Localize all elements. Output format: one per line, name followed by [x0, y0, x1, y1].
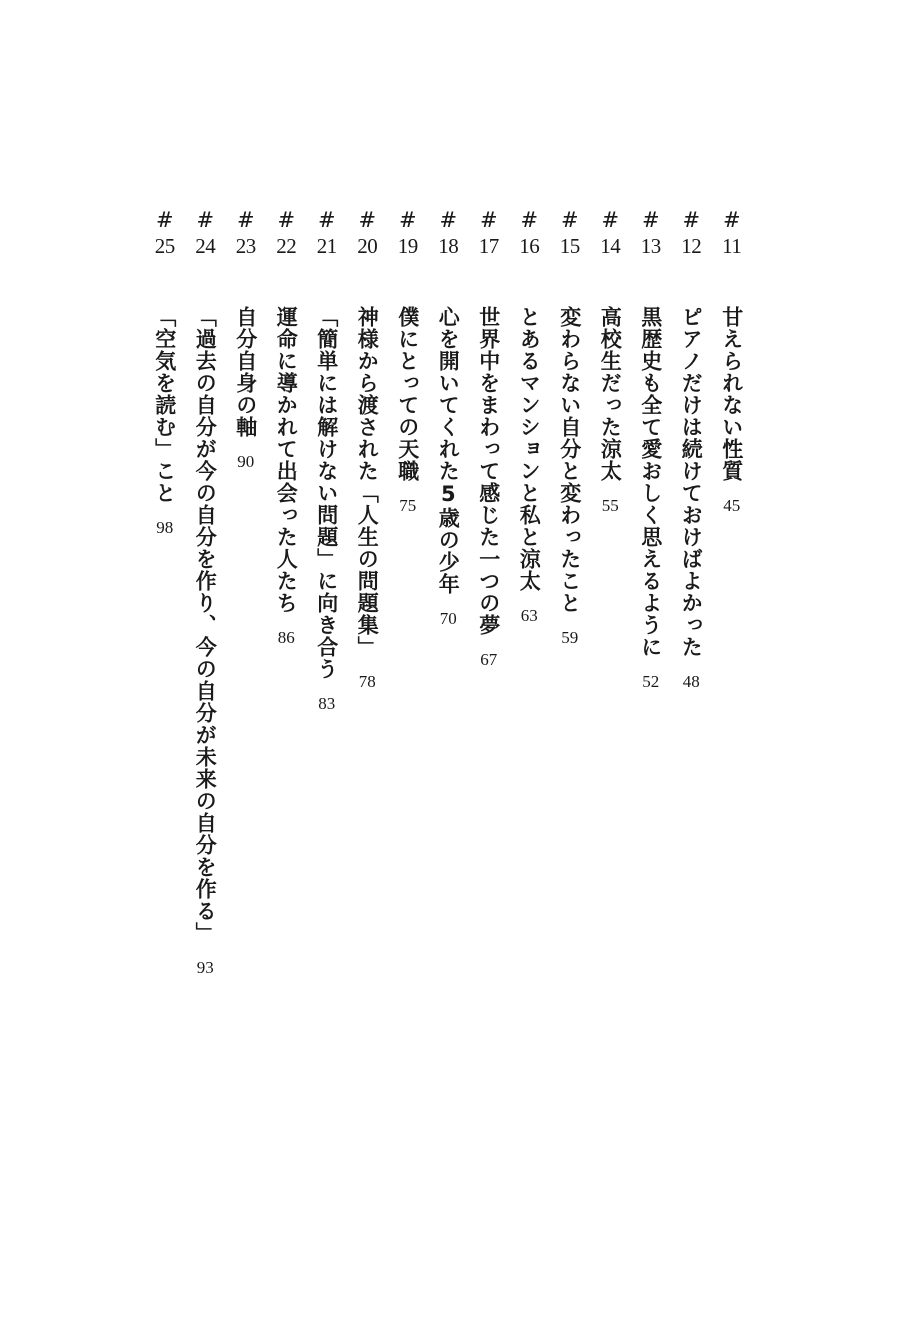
- entry-title: とあるマンションと私と涼太: [517, 306, 542, 592]
- entry-page-number: 67: [480, 650, 498, 669]
- toc-entry: [307, 208, 348, 978]
- entry-title: ピアノだけは続けておけばよかった: [679, 306, 704, 658]
- toc-entry: [185, 208, 226, 978]
- entry-title: 「簡単には解けない問題」に向き合う: [314, 306, 339, 680]
- entry-number: 20: [357, 234, 378, 258]
- entry-number: 25: [154, 234, 175, 258]
- table-of-contents: [145, 208, 753, 978]
- entry-page-number: 78: [358, 672, 376, 691]
- toc-entry: [631, 208, 672, 978]
- entry-title: 変わらない自分と変わったこと: [557, 306, 582, 614]
- entry-title: 黒歴史も全て愛おしく思えるように: [638, 306, 663, 658]
- entry-hash-mark: #: [196, 208, 215, 232]
- entry-hash-mark: #: [398, 208, 417, 232]
- entry-title: 運命に導かれて出会った人たち: [274, 306, 299, 614]
- entry-page-number: 86: [277, 628, 295, 647]
- toc-entry: [509, 208, 550, 978]
- entry-page-number: 98: [156, 518, 174, 537]
- toc-entry: [145, 208, 186, 978]
- entry-number: 17: [478, 234, 499, 258]
- entry-page-number: 75: [399, 496, 417, 515]
- entry-page-number: 93: [196, 958, 214, 977]
- toc-entry: [590, 208, 631, 978]
- entry-page-number: 52: [642, 672, 660, 691]
- entry-title: 高校生だった涼太: [598, 306, 623, 482]
- entry-title: 僕にとっての天職: [395, 306, 420, 482]
- entry-page-number: 55: [601, 496, 619, 515]
- entry-hash-mark: #: [520, 208, 539, 232]
- entry-hash-mark: #: [236, 208, 255, 232]
- entry-number: 11: [722, 234, 742, 258]
- entry-page-number: 63: [520, 606, 538, 625]
- toc-entry: [428, 208, 469, 978]
- entry-page-number: 83: [318, 694, 336, 713]
- entry-number: 18: [438, 234, 459, 258]
- entry-number: 21: [316, 234, 337, 258]
- entry-hash-mark: #: [358, 208, 377, 232]
- entry-hash-mark: #: [601, 208, 620, 232]
- entry-title: 世界中をまわって感じた一つの夢: [476, 306, 501, 636]
- toc-entry: [347, 208, 388, 978]
- entry-number: 15: [559, 234, 580, 258]
- entry-page-number: 48: [682, 672, 700, 691]
- entry-number: 14: [600, 234, 621, 258]
- entry-hash-mark: #: [479, 208, 498, 232]
- toc-entry: [712, 208, 753, 978]
- entry-number: 12: [681, 234, 702, 258]
- entry-page-number: 45: [723, 496, 741, 515]
- entry-hash-mark: #: [641, 208, 660, 232]
- toc-entry: [469, 208, 510, 978]
- toc-entry: [266, 208, 307, 978]
- entry-title: 神様から渡された「人生の問題集」: [355, 306, 380, 658]
- entry-number: 23: [235, 234, 256, 258]
- entry-number: 22: [276, 234, 297, 258]
- entry-hash-mark: #: [277, 208, 296, 232]
- entry-number: 16: [519, 234, 540, 258]
- entry-title: 自分自身の軸: [233, 306, 258, 438]
- entry-hash-mark: #: [682, 208, 701, 232]
- entry-page-number: 59: [561, 628, 579, 647]
- toc-entry: [388, 208, 429, 978]
- toc-entry: [550, 208, 591, 978]
- entry-hash-mark: #: [155, 208, 174, 232]
- entry-title: 甘えられない性質: [719, 306, 744, 482]
- toc-entry: [226, 208, 267, 978]
- entry-title: 「過去の自分が今の自分を作り、今の自分が未来の自分を作る」: [193, 306, 218, 944]
- entry-hash-mark: #: [317, 208, 336, 232]
- entry-hash-mark: #: [722, 208, 741, 232]
- toc-entry: [671, 208, 712, 978]
- entry-hash-mark: #: [560, 208, 579, 232]
- entry-number: 13: [640, 234, 661, 258]
- entry-number: 19: [397, 234, 418, 258]
- entry-number: 24: [195, 234, 216, 258]
- entry-title: 「空気を読む」こと: [152, 306, 177, 504]
- entry-page-number: 70: [439, 609, 457, 628]
- entry-hash-mark: #: [439, 208, 458, 232]
- entry-page-number: 90: [237, 452, 255, 471]
- entry-title: 心を開いてくれた5歳の少年: [436, 306, 461, 595]
